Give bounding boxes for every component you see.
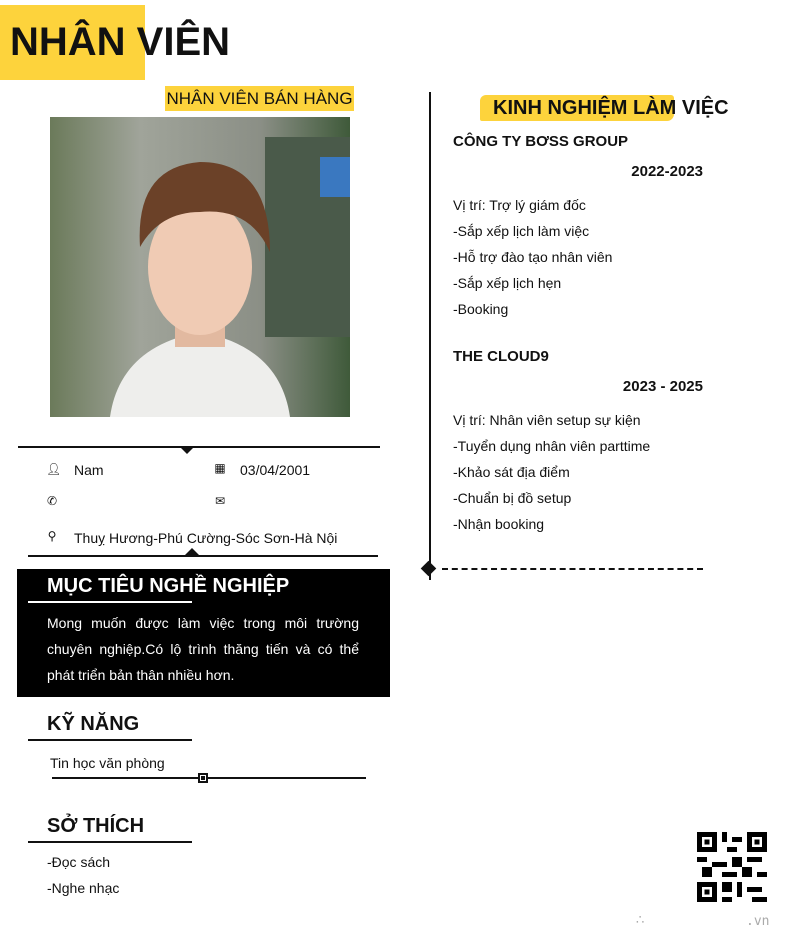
user-icon: 👤︎ xyxy=(46,462,62,476)
experience-title: KINH NGHIỆM LÀM VIỆC xyxy=(493,97,729,119)
gender: Nam xyxy=(74,462,104,478)
email-icon: ✉ xyxy=(214,494,226,508)
watermark-right: .vn xyxy=(746,914,770,929)
location-pin-icon: ⚲ xyxy=(47,529,57,543)
job-line: -Sắp xếp lịch hẹn xyxy=(453,275,562,291)
divider-top xyxy=(18,446,380,448)
job-line: -Booking xyxy=(453,301,509,317)
job-line: -Nhận booking xyxy=(453,516,545,532)
job-period: 2022-2023 xyxy=(631,163,703,180)
skill-name: Tin học văn phòng xyxy=(50,755,165,771)
watermark-left: ∴ xyxy=(636,912,645,927)
address: Thuỵ Hương-Phú Cường-Sóc Sơn-Hà Nội xyxy=(74,530,338,546)
job-line: -Chuẩn bị đồ setup xyxy=(453,490,572,506)
hobbies-underline xyxy=(28,841,192,843)
objective-text: Mong muốn được làm việc trong môi trường chuyên nghiệp.Có lộ trình thăng tiến và có thể phát triển bản thân nhiều hơn. xyxy=(47,615,359,683)
objective-underline xyxy=(28,601,192,603)
profile-photo xyxy=(50,117,350,417)
hobby-item: -Đọc sách xyxy=(47,854,111,870)
objective-title: MỤC TIÊU NGHỀ NGHIỆP xyxy=(47,575,290,597)
job-line: Vị trí: Nhân viên setup sự kiện xyxy=(453,412,641,428)
job-period: 2023 - 2025 xyxy=(622,378,703,395)
job-line: -Tuyển dụng nhân viên parttime xyxy=(453,438,651,454)
birthday: 03/04/2001 xyxy=(240,462,311,478)
skills-underline xyxy=(28,739,192,741)
skill-level-track xyxy=(52,777,366,779)
dashed-divider xyxy=(442,568,703,570)
qr-code xyxy=(697,832,767,902)
timeline-line xyxy=(429,92,431,580)
hobby-item: -Nghe nhạc xyxy=(47,880,120,896)
company-name: THE CLOUD9 xyxy=(453,348,549,365)
job-line: -Khảo sát địa điểm xyxy=(453,464,570,480)
triangle-down-icon xyxy=(179,446,195,454)
job-title: NHÂN VIÊN BÁN HÀNG xyxy=(165,86,354,111)
objective-section xyxy=(17,569,390,697)
job-line: -Hỗ trợ đào tạo nhân viên xyxy=(453,249,613,265)
skills-title: KỸ NĂNG xyxy=(47,713,140,735)
divider-bottom xyxy=(28,555,378,557)
phone-icon: ✆ xyxy=(46,494,58,508)
calendar-icon: ▦ xyxy=(214,461,226,475)
job-line: Vị trí: Trợ lý giám đốc xyxy=(453,197,586,213)
company-name: CÔNG TY BƠSS GROUP xyxy=(453,133,629,150)
skill-level-knob xyxy=(198,773,208,783)
hobbies-title: SỞ THÍCH xyxy=(47,815,145,837)
candidate-name: NHÂN VIÊN xyxy=(10,20,231,64)
job-line: -Sắp xếp lịch làm việc xyxy=(453,223,590,239)
diamond-icon xyxy=(421,561,437,577)
triangle-up-icon xyxy=(184,548,200,556)
